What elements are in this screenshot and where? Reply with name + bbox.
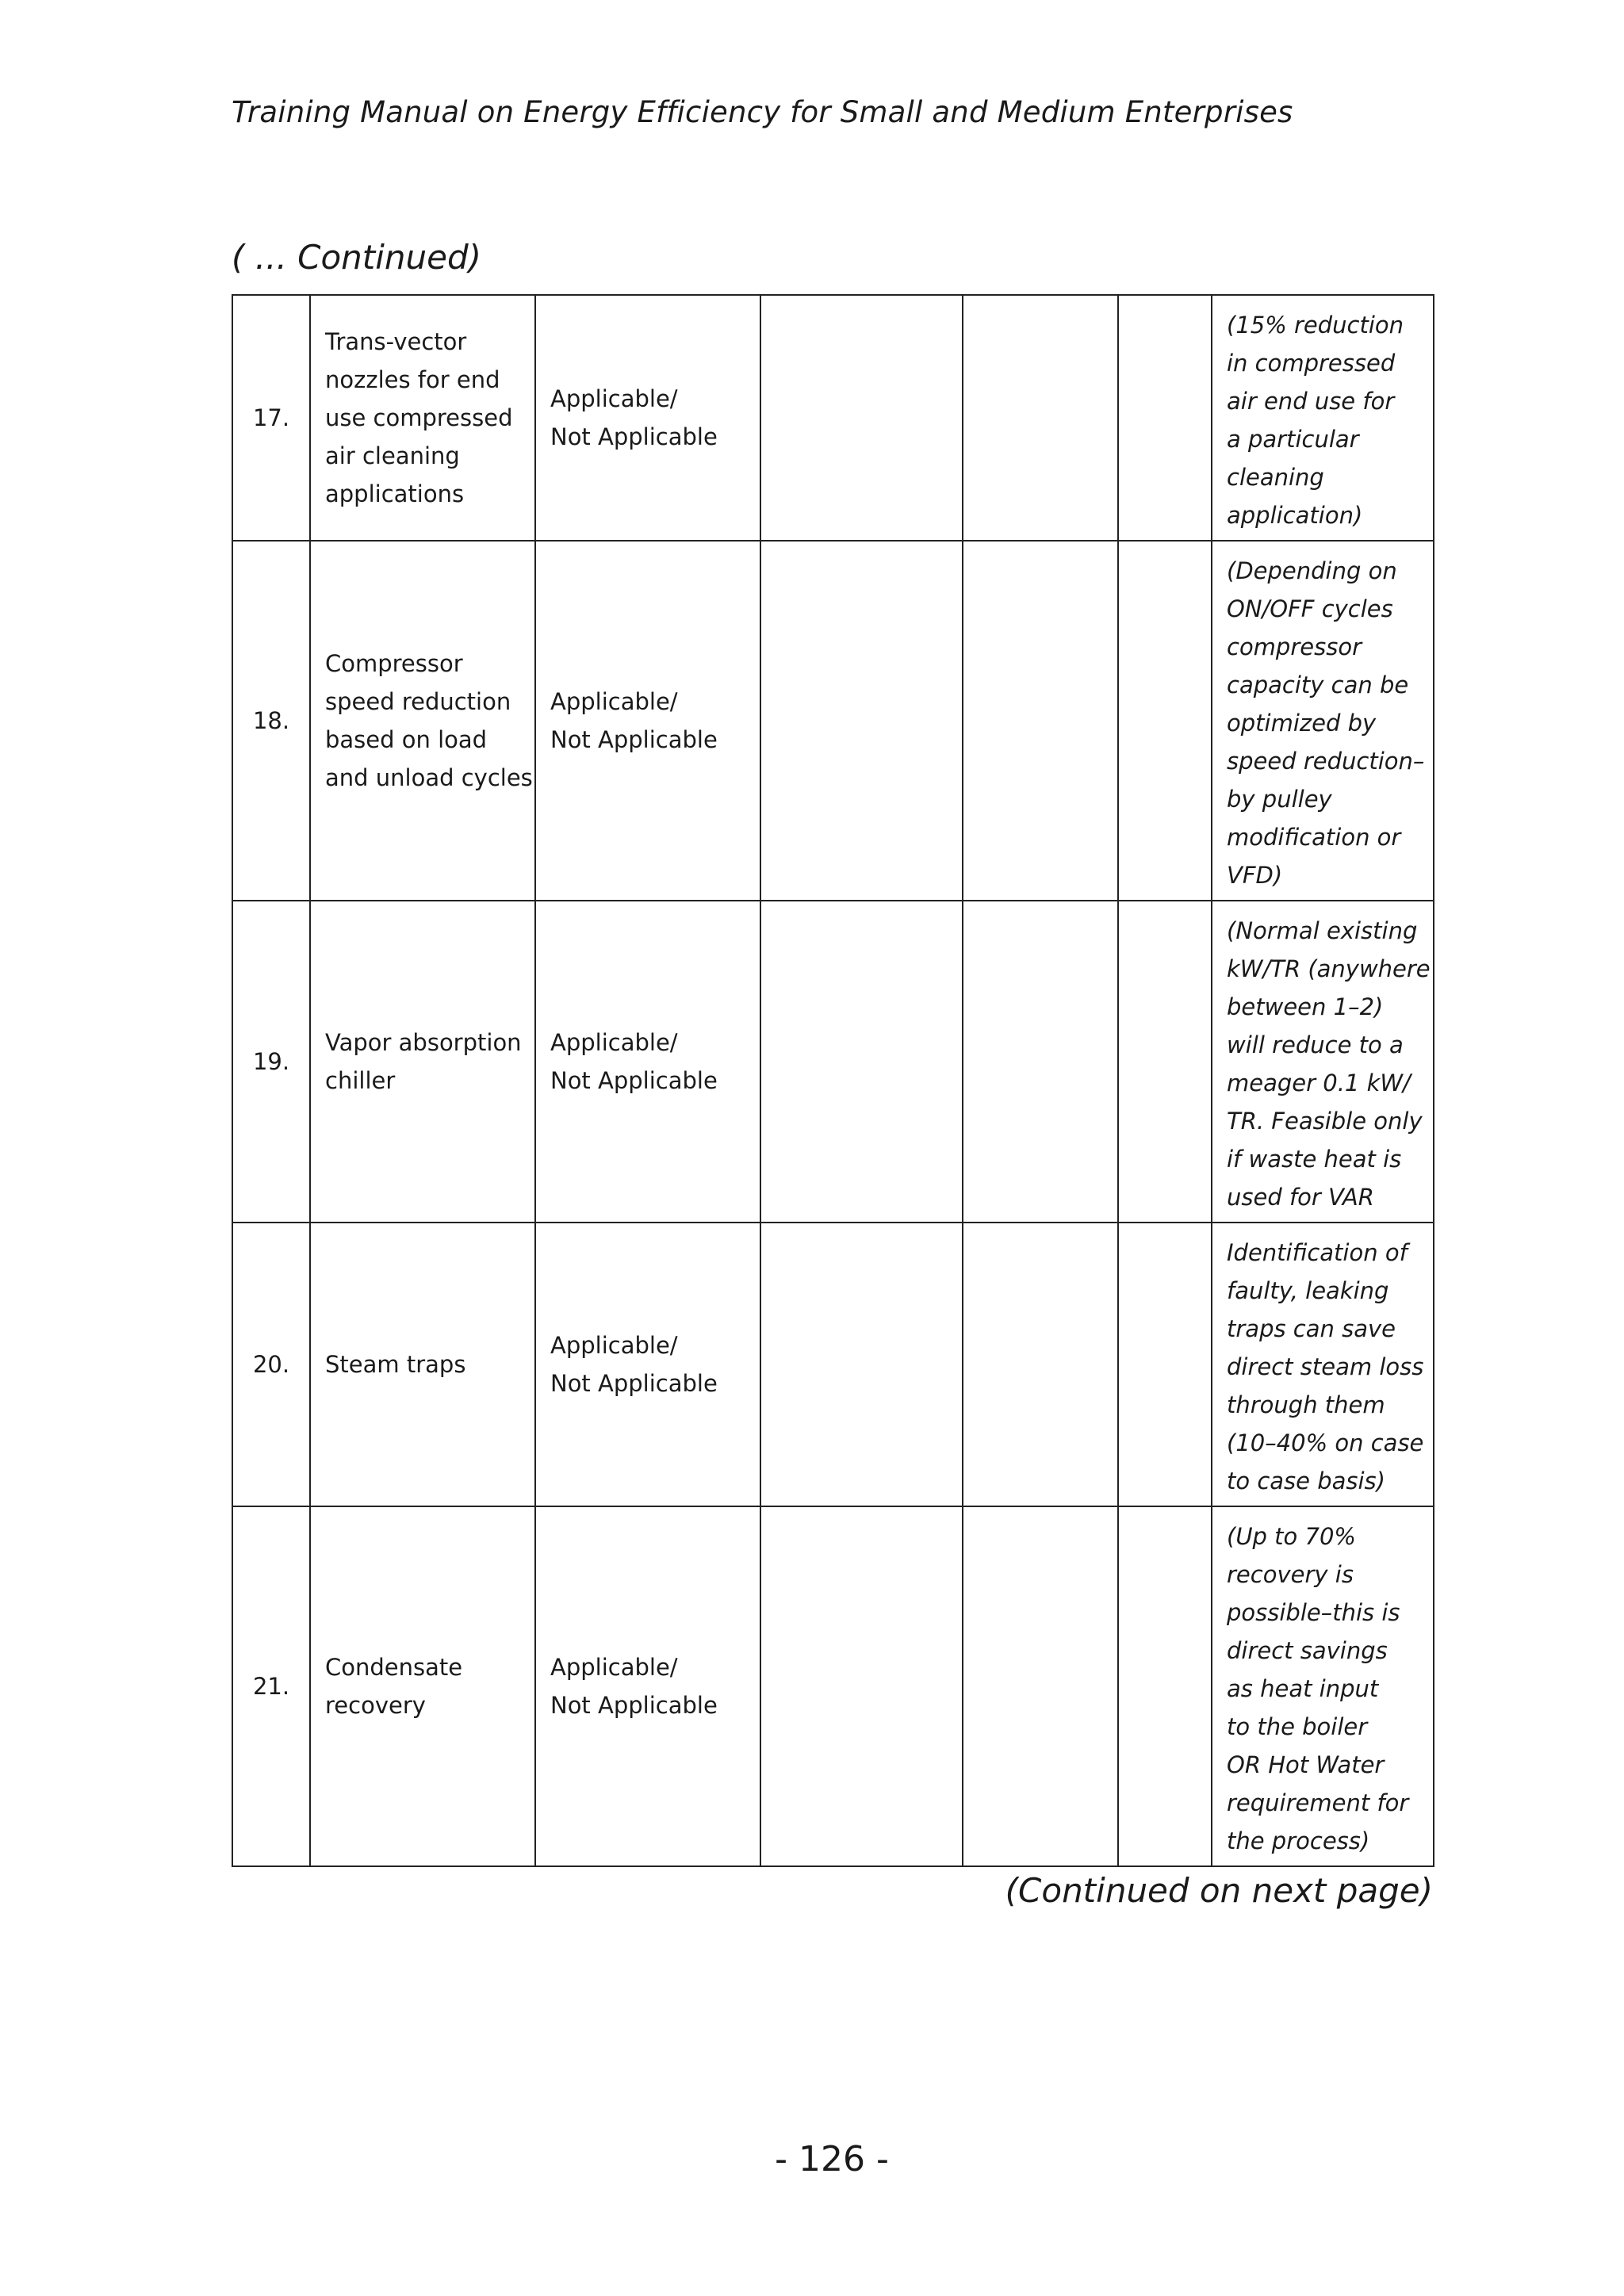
measure-line: Compressor xyxy=(325,650,463,677)
applicability-line: Not Applicable xyxy=(550,1370,718,1397)
empty-cell xyxy=(1118,541,1212,901)
remark-line: a particular xyxy=(1227,426,1359,453)
measure-cell xyxy=(310,1223,535,1506)
applicability-line: Applicable/ xyxy=(550,1654,678,1681)
remark-line: ON/OFF cycles xyxy=(1227,595,1393,622)
empty-cell xyxy=(1118,1506,1212,1866)
empty-cell xyxy=(963,1223,1118,1506)
remark-line: optimized by xyxy=(1227,710,1377,737)
measure-cell xyxy=(310,541,535,901)
continued-next-label: (Continued on next page) xyxy=(1005,1871,1433,1910)
energy-measures-table xyxy=(232,294,1434,1867)
empty-cell xyxy=(1118,1223,1212,1506)
remark-line: speed reduction– xyxy=(1227,748,1425,775)
measure-line: Condensate xyxy=(325,1654,463,1681)
applicability-cell xyxy=(535,1223,760,1506)
row-number: 21. xyxy=(232,1506,310,1866)
empty-cell xyxy=(760,1506,963,1866)
measure-line: Vapor absorption xyxy=(325,1029,522,1056)
table-row xyxy=(232,541,1434,901)
remark-line: (10–40% on case xyxy=(1227,1429,1424,1456)
applicability-line: Applicable/ xyxy=(550,1029,678,1056)
remark-line: OR Hot Water xyxy=(1227,1751,1385,1778)
applicability-line: Not Applicable xyxy=(550,423,718,450)
remark-line: if waste heat is xyxy=(1227,1146,1402,1173)
measure-line: recovery xyxy=(325,1692,426,1719)
remark-line: VFD) xyxy=(1227,862,1283,889)
row-number: 19. xyxy=(232,901,310,1223)
measure-line: based on load xyxy=(325,726,488,753)
empty-cell xyxy=(963,541,1118,901)
measure-cell xyxy=(310,295,535,541)
measure-line: and unload cycles xyxy=(325,764,533,791)
remark-line: (Depending on xyxy=(1227,557,1397,584)
remark-line: between 1–2) xyxy=(1227,993,1384,1020)
table-row xyxy=(232,295,1434,541)
measure-line: use compressed xyxy=(325,404,513,431)
remark-line: modification or xyxy=(1227,824,1401,851)
remark-line: direct steam loss xyxy=(1227,1353,1424,1380)
table-row xyxy=(232,1506,1434,1866)
remark-line: to the boiler xyxy=(1227,1713,1368,1740)
remark-line: air end use for xyxy=(1227,388,1395,415)
measure-line: nozzles for end xyxy=(325,366,500,393)
measure-line: air cleaning xyxy=(325,442,460,469)
applicability-line: Applicable/ xyxy=(550,1332,678,1359)
row-number: 17. xyxy=(232,295,310,541)
applicability-cell xyxy=(535,901,760,1223)
remark-line: as heat input xyxy=(1227,1675,1379,1702)
remark-line: capacity can be xyxy=(1227,672,1409,698)
measure-cell xyxy=(310,901,535,1223)
applicability-cell xyxy=(535,1506,760,1866)
applicability-line: Not Applicable xyxy=(550,726,718,753)
empty-cell xyxy=(1118,295,1212,541)
empty-cell xyxy=(760,1223,963,1506)
remark-line: in compressed xyxy=(1227,350,1396,377)
remark-line: compressor xyxy=(1227,633,1362,660)
applicability-line: Applicable/ xyxy=(550,385,678,412)
remark-line: will reduce to a xyxy=(1227,1031,1404,1058)
remark-line: through them xyxy=(1227,1391,1385,1418)
page-number: - 126 - xyxy=(775,2139,889,2179)
empty-cell xyxy=(760,541,963,901)
remarks-cell xyxy=(1212,1223,1434,1506)
continued-label: ( ... Continued) xyxy=(232,238,482,277)
remark-line: traps can save xyxy=(1227,1315,1396,1342)
remark-line: kW/TR (anywhere xyxy=(1227,955,1431,982)
remark-line: used for VAR xyxy=(1227,1184,1374,1211)
empty-cell xyxy=(760,295,963,541)
measure-line: applications xyxy=(325,480,465,507)
measure-line: Trans-vector xyxy=(325,328,467,355)
empty-cell xyxy=(963,295,1118,541)
empty-cell xyxy=(760,901,963,1223)
applicability-line: Applicable/ xyxy=(550,688,678,715)
row-number: 20. xyxy=(232,1223,310,1506)
remark-line: the process) xyxy=(1227,1827,1370,1854)
measure-line: chiller xyxy=(325,1067,396,1094)
applicability-line: Not Applicable xyxy=(550,1692,718,1719)
measure-line: Steam traps xyxy=(325,1351,466,1378)
remarks-cell xyxy=(1212,541,1434,901)
remark-line: application) xyxy=(1227,502,1363,529)
remark-line: requirement for xyxy=(1227,1789,1409,1816)
running-header: Training Manual on Energy Efficiency for Small and Medium Enterprises xyxy=(232,95,1293,129)
remark-line: by pulley xyxy=(1227,786,1332,813)
table-row xyxy=(232,1223,1434,1506)
remark-line: direct savings xyxy=(1227,1637,1388,1664)
applicability-cell xyxy=(535,541,760,901)
remark-line: (Up to 70% xyxy=(1227,1523,1356,1550)
remarks-cell xyxy=(1212,295,1434,541)
remarks-cell xyxy=(1212,1506,1434,1866)
remark-line: possible–this is xyxy=(1227,1599,1400,1626)
empty-cell xyxy=(963,901,1118,1223)
remark-line: to case basis) xyxy=(1227,1468,1385,1494)
remarks-cell xyxy=(1212,901,1434,1223)
empty-cell xyxy=(1118,901,1212,1223)
table-row xyxy=(232,901,1434,1223)
applicability-line: Not Applicable xyxy=(550,1067,718,1094)
empty-cell xyxy=(963,1506,1118,1866)
measure-cell xyxy=(310,1506,535,1866)
remark-line: cleaning xyxy=(1227,464,1324,491)
applicability-cell xyxy=(535,295,760,541)
remark-line: faulty, leaking xyxy=(1227,1277,1389,1304)
remark-line: (15% reduction xyxy=(1227,312,1404,339)
remark-line: meager 0.1 kW/ xyxy=(1227,1070,1411,1096)
row-number: 18. xyxy=(232,541,310,901)
remark-line: (Normal existing xyxy=(1227,917,1418,944)
measure-line: speed reduction xyxy=(325,688,511,715)
remark-line: TR. Feasible only xyxy=(1227,1108,1423,1135)
remark-line: recovery is xyxy=(1227,1561,1354,1588)
remark-line: Identification of xyxy=(1227,1239,1408,1266)
